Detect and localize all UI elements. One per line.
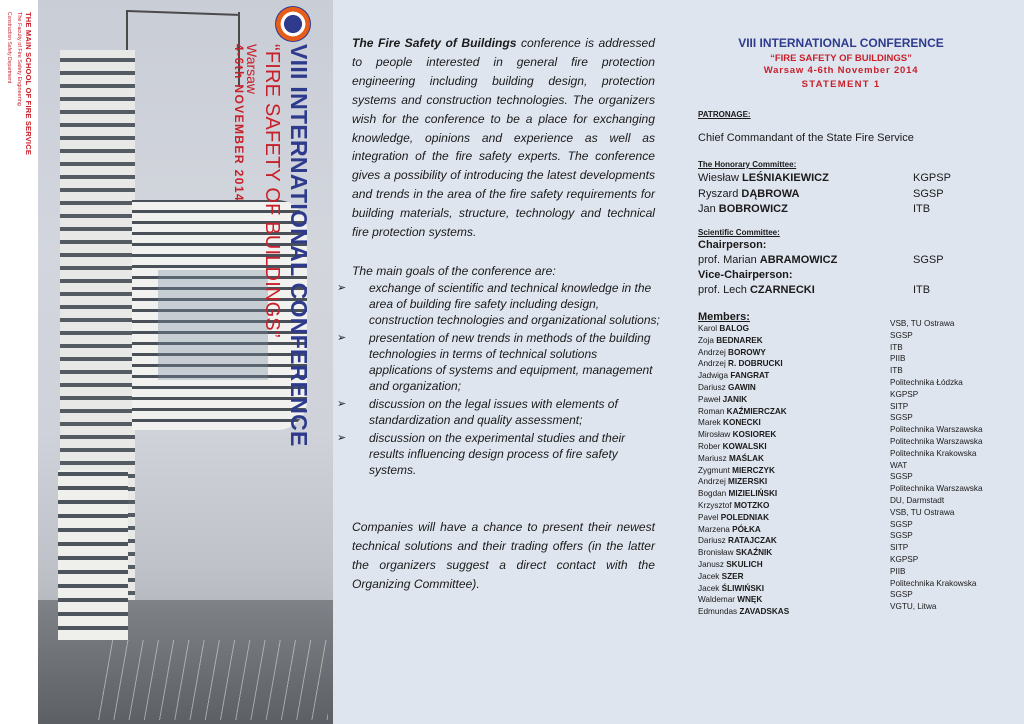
member-affiliation: ITB [890,342,903,352]
chairperson-name: prof. Marian ABRAMOWICZ [698,254,838,266]
member-row [698,531,998,548]
fire-service-logo-icon [275,6,311,42]
vice-chairperson-name: prof. Lech CZARNECKI [698,284,815,296]
cover-conference-subtitle: “FIRE SAFETY OF BUILDINGS” [261,44,283,338]
patronage-label: PATRONAGE: [698,110,751,119]
member-row [698,590,998,607]
tram-tracks [98,640,328,720]
arrow-bullet-icon: ➢ [337,432,347,444]
member-row [698,460,998,478]
member-name: Jacek ŚLIWIŃSKI [698,583,764,593]
member-name: Marek KONECKI [698,418,761,428]
member-name: Marzena PÓŁKA [698,524,761,534]
member-row [698,554,998,572]
cover-city: Warsaw [244,44,260,95]
member-affiliation: VSB, TU Ostrawa [890,507,955,517]
member-row [698,354,998,371]
spine-department-name: Construction Safety Department [6,12,12,84]
member-affiliation: VGTU, Litwa [890,602,937,612]
goal-text: discussion on the legal issues with elements of standardization and quality assessment; [369,397,618,427]
member-name: Janusz SKULICH [698,559,763,569]
street-lamp-arm [126,10,238,16]
member-row [698,330,998,348]
cover-conference-title: VIII INTERNATIONAL CONFERENCE [286,44,312,447]
statement-dates: Warsaw 4-6th November 2014 [763,65,919,76]
chairperson-affiliation: SGSP [913,254,944,266]
honorary-member-name: Ryszard DĄBROWA [698,187,800,200]
member-row [698,484,998,501]
goal-item [333,330,663,394]
member-row [698,389,998,407]
member-name: Rober KOWALSKI [698,441,767,451]
member-affiliation: Politechnika Krakowska [890,578,977,588]
member-name: Jacek SZER [698,571,744,581]
member-name: Zoja BEDNAREK [698,335,763,345]
member-name: Roman KAŹMIERCZAK [698,406,787,416]
member-name: Mirosław KOSIOREK [698,430,777,440]
spine-school-name: THE MAIN SCHOOL OF FIRE SERVICE [24,12,33,156]
member-affiliation: KGPSP [890,389,919,399]
member-affiliation: SGSP [890,330,913,340]
intro-paragraph [352,34,655,242]
member-affiliation: SITP [890,543,909,553]
member-name: Zygmunt MIERCZYK [698,465,775,475]
member-row [698,602,998,619]
arrow-bullet-icon: ➢ [337,282,347,294]
member-affiliation: ITB [890,366,903,376]
members-label: Members: [698,311,750,323]
member-affiliation: SGSP [890,472,913,482]
arrow-bullet-icon: ➢ [337,398,347,410]
building-glass-section [158,270,268,380]
goal-text: presentation of new trends in methods of the building technologies in terms of technical solutions applications of systems and equipment, management and organization; [369,331,653,393]
goal-item [333,430,663,478]
member-row [698,519,998,537]
member-affiliation: KGPSP [890,554,919,564]
cover-spine [0,0,38,724]
member-name: Jadwiga FANGRAT [698,371,770,381]
patronage-value: Chief Commandant of the State Fire Service [698,132,914,144]
member-row [698,377,998,395]
spine-faculty-name: The Faculty of Fire Safety Engineering [16,12,22,106]
member-row [698,319,998,336]
honorary-member-affiliation: SGSP [913,187,944,200]
chairperson-label: Chairperson: [698,239,767,251]
members-list [698,319,998,619]
member-affiliation: Politechnika Warszawska [890,436,983,446]
member-affiliation: Politechnika Krakowska [890,448,977,458]
member-affiliation: Politechnika Warszawska [890,484,983,494]
member-row [698,448,998,466]
member-name: Bronisław SKAŹNIK [698,548,773,558]
member-affiliation: PIIB [890,354,906,364]
member-name: Krzysztof MOTZKO [698,500,770,510]
member-affiliation: SGSP [890,531,913,541]
member-name: Waldemar WNĘK [698,595,763,605]
member-row [698,342,998,360]
honorary-member-affiliation: ITB [913,203,931,215]
statement-subtitle: “FIRE SAFETY OF BUILDINGS” [770,53,912,64]
goal-item [333,396,663,428]
arrow-bullet-icon: ➢ [337,332,347,344]
member-affiliation: DU, Darmstadt [890,495,945,505]
member-name: Dariusz RATAJCZAK [698,536,777,546]
member-name: Edmundas ZAVADSKAS [698,607,790,617]
member-affiliation: PIIB [890,566,906,576]
goal-item [333,280,663,328]
conference-name: The Fire Safety of Buildings [352,36,517,50]
cover-panel [0,0,333,724]
member-affiliation: Politechnika Łódzka [890,377,963,387]
vice-chairperson-affiliation: ITB [913,284,931,296]
statement-title: VIII INTERNATIONAL CONFERENCE [738,36,944,50]
member-affiliation: SGSP [890,413,913,423]
member-affiliation: VSB, TU Ostrawa [890,319,955,328]
honorary-member-name: Jan BOBROWICZ [698,203,788,215]
member-affiliation: SITP [890,401,909,411]
honorary-member-affiliation: KGPSP [913,172,951,184]
member-affiliation: SGSP [890,590,913,600]
member-name: Paweł JANIK [698,394,748,404]
member-name: Karol BALOG [698,324,749,333]
member-name: Mariusz MAŚLAK [698,453,764,463]
info-panel [333,0,676,724]
member-name: Andrzej BOROWY [698,347,766,357]
member-name: Pavel POLEDNIAK [698,512,769,522]
goal-text: exchange of scientific and technical knowledge in the area of building fire safety including design, construction technologies and organizational solutions; [369,281,660,327]
building-lower-left [58,470,128,640]
member-name: Andrzej MIZERSKI [698,477,768,487]
committee-panel [676,0,1024,724]
member-name: Bogdan MIZIELIŃSKI [698,489,778,499]
member-affiliation: SGSP [890,519,913,529]
goal-text: discussion on the experimental studies and their results influencing design process of fire safety systems. [369,431,626,477]
member-name: Andrzej R. DOBRUCKI [698,359,783,369]
member-row [698,401,998,419]
intro-text: conference is addressed to people interested in general fire protection engineering including building design, protection systems and construction technologies. The organizers wish for the conference to be a place for exchanging knowledge, opinions and experience as well as integration of the fire safety experts. The conference gives a possibility of introducing the latest developments and trends in the area of the fire safety requirements for building materials, structure, technology and technical fire protection systems. [352,36,655,240]
statement-number: STATEMENT 1 [801,79,881,90]
member-name: Dariusz GAWIN [698,382,756,392]
member-affiliation: WAT [890,460,908,470]
member-row [698,578,998,596]
honorary-committee-label: The Honorary Committee: [698,160,797,169]
member-row [698,507,998,525]
member-row [698,543,998,560]
goals-list [333,280,663,480]
vice-chairperson-label: Vice-Chairperson: [698,269,793,281]
honorary-member-name: Wiesław LEŚNIAKIEWICZ [698,172,829,184]
member-affiliation: Politechnika Warszawska [890,425,983,435]
goals-heading: The main goals of the conference are: [352,264,556,278]
cover-dates: 4-6th NOVEMBER 2014 [232,44,246,202]
scientific-committee-label: Scientific Committee: [698,228,780,237]
companies-paragraph: Companies will have a chance to present their newest technical solutions and their trading offers (in the latter the organizers suggest a direct contact with the Organizing Committee). [352,520,655,591]
